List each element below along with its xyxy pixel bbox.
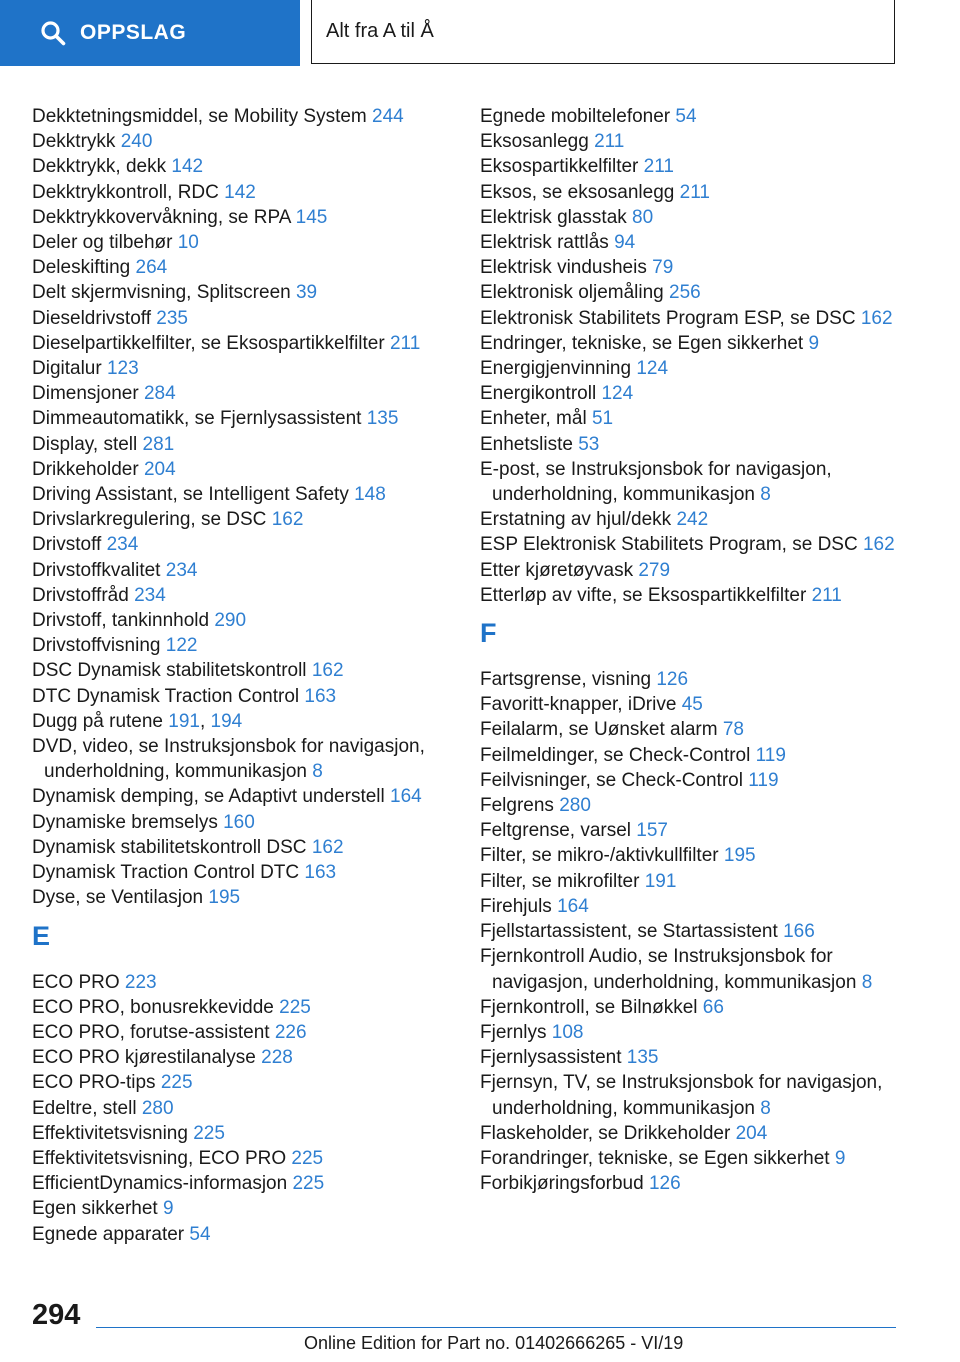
page-reference-link[interactable]: 162 [860, 307, 893, 329]
page-reference-link[interactable]: 225 [160, 1072, 193, 1094]
index-entry-text: ECO PRO, forutse-assistent [32, 1021, 275, 1043]
index-entry-text: ECO PRO [32, 971, 125, 993]
page-reference-link[interactable]: 195 [208, 887, 241, 909]
page-reference-link[interactable]: 119 [748, 769, 779, 791]
page-separator: , [199, 710, 211, 732]
page-reference-link[interactable]: 126 [656, 669, 689, 691]
page-reference-link[interactable]: 124 [636, 358, 669, 380]
page-reference-link[interactable]: 45 [681, 694, 703, 716]
index-entry [32, 658, 462, 683]
page-reference-link[interactable]: 66 [702, 996, 724, 1018]
index-entry [480, 743, 910, 768]
index-entry-text: Feilvisninger, se Check-Control [480, 769, 749, 791]
index-entry [480, 1070, 910, 1120]
index-entry [480, 532, 910, 557]
page-reference-link[interactable]: 8 [861, 971, 873, 993]
index-entry-text: Fjernlysassistent [480, 1047, 627, 1069]
index-entry [32, 558, 462, 583]
index-entry [32, 835, 462, 860]
page-reference-link[interactable]: 284 [143, 383, 176, 405]
index-entry-text: Fjernsyn, TV, se Instruksjonsbok for navigasjon, underholdning, kommunikasjon [480, 1072, 883, 1119]
index-entry [480, 869, 910, 894]
index-entry [32, 482, 462, 507]
index-entry-text: Driving Assistant, se Intelligent Safety [32, 484, 355, 506]
page-reference-link[interactable]: 163 [304, 685, 337, 707]
index-entry-text: Drikkeholder [32, 458, 144, 480]
page-reference-link[interactable]: 145 [295, 206, 328, 228]
index-entry [32, 709, 462, 734]
page-reference-link[interactable]: 119 [755, 744, 786, 766]
index-letter-heading: E [32, 920, 51, 951]
page-reference-link[interactable]: 79 [652, 257, 674, 279]
page-reference-link[interactable]: 204 [735, 1122, 768, 1144]
page-reference-link[interactable]: 223 [124, 971, 157, 993]
page-number: 294 [32, 1299, 81, 1331]
index-entry-text: Etter kjøretøyvask [480, 559, 639, 581]
page-reference-link[interactable]: 234 [106, 534, 139, 556]
page-reference-link[interactable]: 225 [292, 1173, 325, 1195]
page-reference-link[interactable]: 211 [679, 181, 710, 203]
index-entry-text: Feltgrense, varsel [480, 820, 637, 842]
page-reference-link[interactable]: 135 [366, 408, 399, 430]
index-entry [480, 793, 910, 818]
page-reference-link[interactable]: 211 [811, 584, 842, 606]
page-reference-link[interactable]: 280 [141, 1097, 174, 1119]
index-entry-text: Deler og tilbehør [32, 232, 178, 254]
index-entry [480, 255, 910, 280]
index-entry-text: ECO PRO-tips [32, 1072, 161, 1094]
page-reference-link[interactable]: 142 [171, 156, 204, 178]
index-entry-text: Drivslarkregulering, se DSC [32, 509, 272, 531]
oppslag-tab[interactable] [0, 0, 300, 66]
index-entry-text: Eksospartikkelfilter [480, 156, 644, 178]
index-entry-text: Dynamiske bremselys [32, 811, 224, 833]
page-reference-link[interactable]: 191 [644, 870, 677, 892]
page-reference-link[interactable]: 9 [834, 1147, 846, 1169]
index-entry-text: Dekktrykk [32, 131, 121, 153]
index-column-right [480, 104, 910, 1196]
index-entry-text: Digitalur [32, 358, 107, 380]
page-reference-link[interactable]: 191 [168, 710, 200, 732]
index-entry-text: Dekktetningsmiddel, se Mobility System [32, 106, 373, 127]
index-entry-text: Forandringer, tekniske, se Egen sikkerhet [480, 1147, 835, 1169]
index-letter-heading: F [480, 618, 497, 649]
index-entry [480, 205, 910, 230]
index-entry-text: Filter, se mikro-/aktivkullfilter [480, 845, 724, 867]
index-entry [480, 768, 910, 793]
index-entry-text: Drivstoffkvalitet [32, 559, 166, 581]
index-entry-text: Egen sikkerhet [32, 1198, 163, 1220]
index-entry-text: Etterløp av vifte, se Eksospartikkelfilter [480, 584, 812, 606]
index-entry [32, 1096, 462, 1121]
index-entry-text: Eksos, se eksosanlegg [480, 181, 680, 203]
page-reference-link[interactable]: 225 [291, 1147, 324, 1169]
index-entry [480, 1171, 910, 1196]
index-entry-text: Dekktrykkontroll, RDC [32, 181, 225, 203]
page-reference-link[interactable]: 53 [578, 433, 600, 455]
page-reference-link[interactable]: 10 [177, 232, 199, 254]
index-entry [32, 885, 462, 910]
index-entry-text: Energigjenvinning [480, 358, 637, 380]
index-entry [32, 255, 462, 280]
index-entry-text: Dimensjoner [32, 383, 144, 405]
index-entry-text: Erstatning av hjul/dekk [480, 509, 677, 531]
index-entry-text: Deleskifting [32, 257, 136, 279]
page-reference-link[interactable]: 162 [862, 534, 895, 556]
index-entry-text: Fjernkontroll, se Bilnøkkel [480, 996, 703, 1018]
page-reference-link[interactable]: 211 [643, 156, 674, 178]
index-entry-text: Elektrisk glasstak [480, 206, 633, 228]
index-entry [32, 633, 462, 658]
index-entry-text: Enheter, mål [480, 408, 592, 430]
page-reference-link[interactable]: 78 [722, 719, 744, 741]
page-reference-link[interactable]: 122 [165, 635, 198, 657]
page-reference-link[interactable]: 162 [311, 660, 344, 682]
index-entry [32, 532, 462, 557]
index-entry-text: ESP Elektronisk Stabilitets Program, se DSC [480, 534, 863, 556]
index-entry [32, 432, 462, 457]
page-reference-link[interactable]: 235 [156, 307, 188, 329]
page-reference-link[interactable]: 166 [783, 921, 815, 943]
index-entry-text: Edeltre, stell [32, 1097, 142, 1119]
index-entry-text: Drivstoff, tankinnhold [32, 610, 215, 632]
page-reference-link[interactable]: 157 [636, 820, 668, 842]
index-entry-text: Eksosanlegg [480, 131, 595, 153]
page-reference-link[interactable]: 194 [210, 710, 243, 732]
index-entry-text: Dyse, se Ventilasjon [32, 887, 209, 909]
index-entry-text: DTC Dynamisk Traction Control [32, 685, 305, 707]
index-entry-text: Elektronisk oljemåling [480, 282, 670, 304]
page-reference-link[interactable]: 51 [591, 408, 614, 430]
page-reference-link[interactable]: 240 [120, 131, 153, 153]
index-entry [480, 1121, 910, 1146]
page-reference-link[interactable]: 244 [372, 106, 404, 127]
oppslag-tab-label: OPPSLAG [80, 21, 187, 44]
page-reference-link[interactable]: 234 [165, 559, 198, 581]
index-entry-text: Endringer, tekniske, se Egen sikkerhet [480, 332, 809, 354]
index-entry-text: Firehjuls [480, 895, 558, 917]
index-entry-text: Feilmeldinger, se Check-Control [480, 744, 756, 766]
index-entry [480, 944, 910, 994]
index-entry-text: DSC Dynamisk stabilitetskontroll [32, 660, 312, 682]
page-reference-link[interactable]: 9 [808, 332, 820, 354]
page-reference-link[interactable]: 124 [601, 383, 634, 405]
index-entry [480, 507, 910, 532]
index-entry-text: DVD, video, se Instruksjonsbok for navigasjon, underholdning, kommunikasjon [32, 736, 425, 783]
page-reference-link[interactable]: 164 [390, 786, 422, 808]
page-reference-link[interactable]: 195 [723, 845, 756, 867]
index-entry [480, 995, 910, 1020]
page-reference-link[interactable]: 126 [648, 1173, 681, 1195]
index-entry-text: Delt skjermvisning, Splitscreen [32, 282, 296, 304]
index-entry-text: Egnede mobiltelefoner [480, 106, 676, 127]
index-entry-text: Effektivitetsvisning, ECO PRO [32, 1147, 292, 1169]
index-entry-text: Dieseldrivstoff [32, 307, 157, 329]
index-entry [32, 1045, 462, 1070]
page-reference-link[interactable]: 39 [295, 282, 318, 304]
page-reference-link[interactable]: 54 [189, 1223, 211, 1245]
index-entry-text: Dugg på rutene [32, 710, 169, 732]
index-entry-text: Filter, se mikrofilter [480, 870, 645, 892]
index-entry [480, 919, 910, 944]
index-entry-text: ECO PRO kjørestilanalyse [32, 1047, 262, 1069]
index-entry [480, 558, 910, 583]
index-entry-text: ECO PRO, bonusrekkevidde [32, 996, 280, 1018]
index-entry-text: Fartsgrense, visning [480, 669, 657, 691]
page-reference-link[interactable]: 160 [223, 811, 255, 833]
index-entry-text: Forbikjøringsforbud [480, 1173, 649, 1195]
page-reference-link[interactable]: 8 [760, 484, 771, 506]
index-entry-text: Elektrisk vindusheis [480, 257, 653, 279]
index-entry [32, 1146, 462, 1171]
index-entry-text: Dimmeautomatikk, se Fjernlysassistent [32, 408, 367, 430]
index-entry [32, 381, 462, 406]
page-reference-link[interactable]: 280 [559, 795, 591, 817]
index-entry-text: Feilalarm, se Uønsket alarm [480, 719, 723, 741]
page-reference-link[interactable]: 204 [143, 458, 176, 480]
index-entry [32, 180, 462, 205]
index-entry [480, 583, 910, 608]
index-entry-text: Energikontroll [480, 383, 602, 405]
page-reference-link[interactable]: 228 [261, 1047, 293, 1069]
index-entry [32, 1121, 462, 1146]
index-entry [32, 1020, 462, 1045]
index-entry [32, 457, 462, 482]
footer-divider [96, 1327, 896, 1328]
index-entry [32, 230, 462, 255]
index-entry [32, 583, 462, 608]
index-entry-text: Fjernlys [480, 1021, 552, 1043]
page-reference-link[interactable]: 281 [142, 433, 175, 455]
index-entry [480, 180, 910, 205]
index-entry [480, 280, 910, 305]
index-entry [480, 818, 910, 843]
page-reference-link[interactable]: 164 [557, 895, 589, 917]
index-entry [480, 667, 910, 692]
index-entry-text: Drivstoffvisning [32, 635, 166, 657]
index-entry-text: EfficientDynamics-informasjon [32, 1173, 293, 1195]
page-reference-link[interactable]: 148 [354, 484, 386, 506]
page-reference-link[interactable]: 94 [614, 232, 636, 254]
page-reference-link[interactable]: 80 [632, 206, 654, 228]
index-entry [32, 331, 462, 356]
page-reference-link[interactable]: 135 [626, 1047, 659, 1069]
index-entry [480, 717, 910, 742]
index-entry [32, 280, 462, 305]
index-entry-text: Effektivitetsvisning [32, 1122, 194, 1144]
index-entry [480, 406, 910, 431]
index-entry-text: Display, stell [32, 433, 143, 455]
index-entry-text: Elektronisk Stabilitets Program ESP, se DSC [480, 307, 861, 329]
index-entry [480, 843, 910, 868]
edition-footer: Online Edition for Part no. 01402666265 - VI/19 [304, 1333, 684, 1353]
index-entry-text: Drivstoff [32, 534, 107, 556]
page-reference-link[interactable]: 142 [224, 181, 256, 203]
page-reference-link[interactable]: 225 [279, 996, 311, 1018]
index-entry [32, 1171, 462, 1196]
index-entry [32, 784, 462, 809]
index-entry-text: Dynamisk stabilitetskontroll DSC [32, 836, 312, 858]
index-entry [480, 331, 910, 356]
page-reference-link[interactable]: 225 [193, 1122, 225, 1144]
page-header [0, 0, 960, 66]
index-entry-text: E-post, se Instruksjonsbok for navigasjon, underholdning, kommunikasjon [480, 458, 832, 506]
page-reference-link[interactable]: 9 [162, 1198, 174, 1220]
page-reference-link[interactable]: 242 [676, 509, 709, 531]
search-icon [40, 20, 66, 46]
index-entry [32, 205, 462, 230]
index-entry [32, 129, 462, 154]
index-entry [32, 734, 462, 784]
index-entry [480, 1020, 910, 1045]
page-reference-link[interactable]: 162 [311, 836, 344, 858]
index-entry-text: Dynamisk Traction Control DTC [32, 862, 305, 884]
page-reference-link[interactable]: 123 [106, 358, 139, 380]
section-title: Alt fra A til Å [326, 20, 434, 42]
index-entry [32, 104, 462, 129]
index-entry-text: Fjellstartassistent, se Startassistent [480, 921, 784, 943]
index-entry [480, 381, 910, 406]
page-reference-link[interactable]: 256 [669, 282, 701, 304]
index-entry [32, 1222, 462, 1247]
index-entry [32, 507, 462, 532]
index-entry [32, 860, 462, 885]
index-entry [32, 356, 462, 381]
page-reference-link[interactable]: 234 [134, 584, 166, 606]
index-entry [32, 1070, 462, 1095]
index-entry-text: Dekktrykk, dekk [32, 156, 172, 178]
index-entry-text: Drivstoffråd [32, 584, 135, 606]
page-reference-link[interactable]: 226 [274, 1021, 307, 1043]
index-entry [480, 104, 910, 129]
index-entry-text: Felgrens [480, 795, 560, 817]
index-entry [32, 608, 462, 633]
index-entry-text: Enhetsliste [480, 433, 579, 455]
index-entry [480, 457, 910, 507]
index-entry-text: Dekktrykkovervåkning, se RPA [32, 206, 296, 228]
index-entry [480, 894, 910, 919]
index-entry [32, 810, 462, 835]
page-reference-link[interactable]: 8 [312, 761, 323, 783]
index-entry [480, 306, 910, 331]
index-entry [480, 230, 910, 255]
index-entry [480, 692, 910, 717]
index-entry [32, 406, 462, 431]
index-entry [32, 995, 462, 1020]
index-entry-text: Fjernkontroll Audio, se Instruksjonsbok for navigasjon, underholdning, kommunikasjon [480, 946, 862, 993]
index-entry [480, 1146, 910, 1171]
page-reference-link[interactable]: 108 [551, 1021, 584, 1043]
page-reference-link[interactable]: 279 [638, 559, 671, 581]
page-reference-link[interactable]: 8 [760, 1097, 771, 1119]
index-column-left [32, 104, 462, 1247]
index-entry [480, 154, 910, 179]
index-entry [32, 1196, 462, 1221]
page-reference-link[interactable]: 163 [304, 862, 337, 884]
index-entry [480, 432, 910, 457]
index-entry-text: Flaskeholder, se Drikkeholder [480, 1122, 736, 1144]
section-title-box [311, 0, 895, 64]
page-reference-link[interactable]: 162 [271, 509, 304, 531]
index-entry [32, 684, 462, 709]
index-entry-text: Dynamisk demping, se Adaptivt understell [32, 786, 391, 808]
index-entry-text: Dieselpartikkelfilter, se Eksospartikkelfilter [32, 332, 390, 354]
index-entry-text: Egnede apparater [32, 1223, 190, 1245]
index-entry [32, 306, 462, 331]
index-entry [480, 356, 910, 381]
page-reference-link[interactable]: 211 [594, 131, 625, 153]
index-entry [480, 1045, 910, 1070]
page-reference-link[interactable]: 54 [675, 106, 697, 127]
page-reference-link[interactable]: 211 [389, 332, 421, 354]
index-entry [480, 129, 910, 154]
index-entry-text: Elektrisk rattlås [480, 232, 615, 254]
page-reference-link[interactable]: 290 [214, 610, 247, 632]
index-entry-text: Favoritt-knapper, iDrive [480, 694, 682, 716]
page-reference-link[interactable]: 264 [135, 257, 168, 279]
index-entry [32, 970, 462, 995]
index-entry [32, 154, 462, 179]
